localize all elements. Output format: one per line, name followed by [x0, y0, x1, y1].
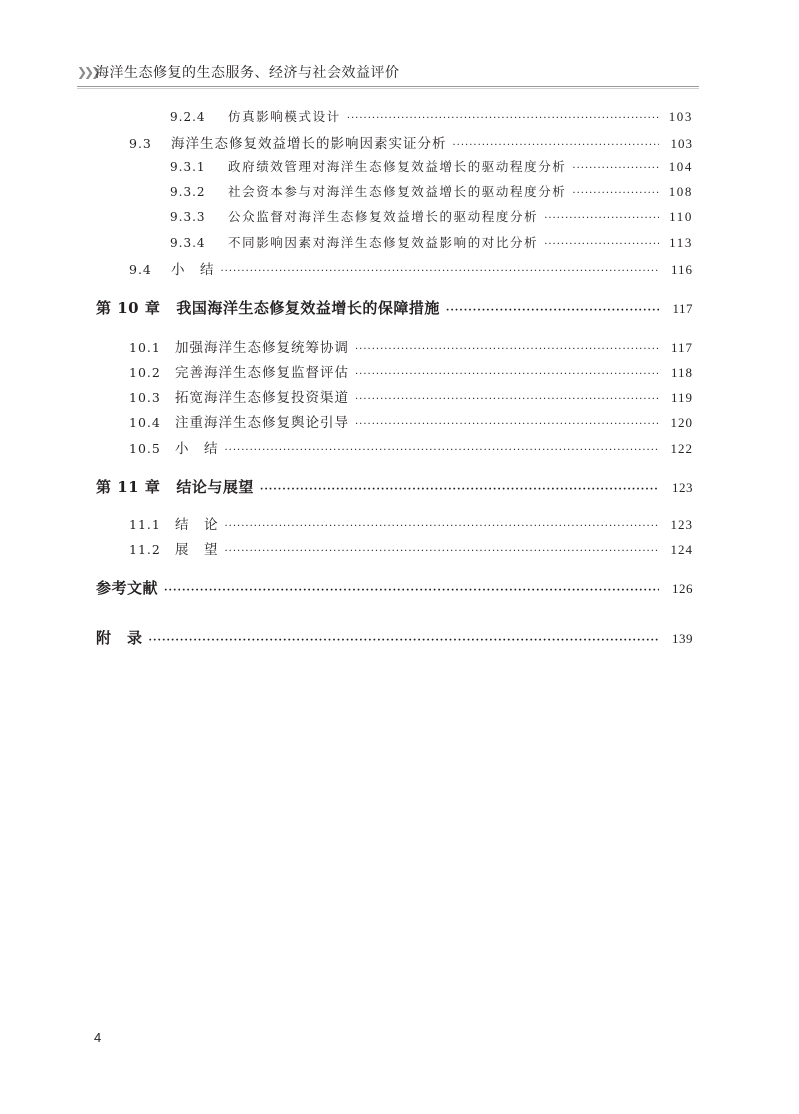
toc-entry-page: 110 — [669, 209, 693, 224]
toc-appendix[interactable] — [96, 627, 693, 648]
toc-entry-page: 122 — [670, 441, 693, 456]
toc-entry-title: 小 结 — [175, 441, 219, 457]
toc-entry-number: 10.5 — [129, 441, 161, 456]
toc-entry-page: 108 — [668, 184, 693, 199]
toc-entry-9-3-3[interactable] — [170, 207, 693, 225]
toc-entry-page: 123 — [672, 480, 693, 495]
toc-entry-page: 103 — [668, 109, 693, 124]
running-header — [77, 62, 699, 88]
toc-leader-dots — [260, 484, 659, 495]
toc-entry-page: 123 — [670, 517, 693, 532]
toc-entry-page: 126 — [672, 581, 693, 596]
toc-leader-dots — [544, 213, 659, 224]
toc-entry-title: 加强海洋生态修复统筹协调 — [175, 340, 349, 356]
toc-chapter-title: 附 录 — [96, 629, 143, 647]
header-rule-secondary — [77, 88, 699, 89]
toc-entry-title: 结 论 — [175, 517, 219, 533]
toc-entry-page: 118 — [670, 365, 693, 380]
toc-entry-11-1[interactable] — [129, 513, 693, 533]
toc-entry-number: 11.1 — [129, 517, 161, 532]
toc-leader-dots — [225, 521, 660, 532]
toc-entry-title: 仿真影响模式设计 — [228, 109, 341, 124]
toc-entry-title: 拓宽海洋生态修复投资渠道 — [175, 390, 349, 406]
toc-leader-dots — [355, 344, 659, 355]
toc-entry-title: 不同影响因素对海洋生态修复效益影响的对比分析 — [228, 235, 539, 250]
toc-entry-9-3-4[interactable] — [170, 233, 693, 251]
toc-entry-number: 9.3 — [129, 136, 152, 151]
toc-entry-number: 9.2.4 — [170, 110, 206, 124]
toc-entry-number: 10.4 — [129, 415, 161, 430]
toc-leader-dots — [446, 305, 659, 316]
toc-entry-title: 公众监督对海洋生态修复效益增长的驱动程度分析 — [228, 209, 539, 224]
toc-entry-9-4[interactable] — [129, 258, 693, 278]
toc-entry-number: 9.3.3 — [170, 210, 206, 224]
toc-leader-dots — [572, 163, 659, 174]
toc-entry-10-1[interactable] — [129, 336, 693, 356]
toc-entry-title: 政府绩效管理对海洋生态修复效益增长的驱动程度分析 — [228, 159, 567, 174]
toc-entry-page: 139 — [672, 631, 693, 646]
toc-entry-page: 119 — [670, 390, 693, 405]
toc-entry-9-3[interactable] — [129, 132, 693, 152]
toc-leader-dots — [225, 445, 660, 456]
toc-entry-9-3-1[interactable] — [170, 157, 693, 175]
toc-entry-number: 10.1 — [129, 340, 161, 355]
toc-entry-number: 9.4 — [129, 262, 152, 277]
toc-chapter-10[interactable] — [96, 297, 693, 318]
toc-entry-title: 展 望 — [175, 542, 219, 558]
toc-entry-9-3-2[interactable] — [170, 182, 693, 200]
toc-entry-9-2-4[interactable] — [170, 107, 693, 125]
toc-entry-page: 104 — [668, 159, 693, 174]
toc-entry-page: 113 — [669, 235, 693, 250]
toc-leader-dots — [225, 546, 660, 557]
toc-entry-page: 117 — [670, 340, 693, 355]
page-number: 4 — [94, 1030, 102, 1045]
toc-leader-dots — [572, 188, 659, 199]
toc-leader-dots — [544, 239, 659, 250]
toc-leader-dots — [164, 585, 659, 596]
toc-entry-page: 120 — [670, 415, 693, 430]
toc-entry-number: 9.3.4 — [170, 236, 206, 250]
toc-references[interactable] — [96, 577, 693, 598]
header-rule — [77, 86, 699, 87]
toc-leader-dots — [355, 394, 659, 405]
toc-leader-dots — [453, 140, 660, 151]
toc-entry-number: 11.2 — [129, 542, 161, 557]
toc-chapter-11[interactable] — [96, 476, 693, 497]
toc-entry-page: 117 — [672, 301, 693, 316]
toc-entry-title: 完善海洋生态修复监督评估 — [175, 365, 349, 381]
running-header-title: 海洋生态修复的生态服务、经济与社会效益评价 — [95, 65, 400, 81]
toc-chapter-title: 结论与展望 — [176, 478, 254, 496]
toc-leader-dots — [347, 113, 659, 124]
toc-entry-page: 116 — [670, 262, 693, 277]
toc-entry-title: 社会资本参与对海洋生态修复效益增长的驱动程度分析 — [228, 184, 567, 199]
toc-chapter-number: 第 11 章 — [96, 478, 161, 496]
toc-entry-10-4[interactable] — [129, 411, 693, 431]
toc-chapter-title: 我国海洋生态修复效益增长的保障措施 — [176, 299, 440, 317]
toc-leader-dots — [149, 635, 659, 646]
toc-entry-number: 9.3.1 — [170, 160, 206, 174]
toc-entry-page: 103 — [670, 136, 693, 151]
toc-entry-number: 10.2 — [129, 365, 161, 380]
toc-entry-page: 124 — [670, 542, 693, 557]
toc-entry-title: 小 结 — [171, 262, 215, 278]
toc-entry-title: 注重海洋生态修复舆论引导 — [175, 415, 349, 431]
toc-chapter-number: 第 10 章 — [96, 299, 161, 317]
toc-leader-dots — [355, 419, 659, 430]
toc-entry-title: 海洋生态修复效益增长的影响因素实证分析 — [171, 136, 447, 152]
toc-entry-11-2[interactable] — [129, 538, 693, 558]
toc-entry-10-2[interactable] — [129, 361, 693, 381]
toc-leader-dots — [355, 369, 659, 380]
toc-entry-10-3[interactable] — [129, 386, 693, 406]
toc-leader-dots — [221, 266, 660, 277]
chevron-right-icon: ❯❯❯ — [77, 65, 99, 79]
toc-entry-10-5[interactable] — [129, 437, 693, 457]
toc-chapter-title: 参考文献 — [96, 579, 159, 597]
toc-entry-number: 10.3 — [129, 390, 161, 405]
toc-entry-number: 9.3.2 — [170, 185, 206, 199]
